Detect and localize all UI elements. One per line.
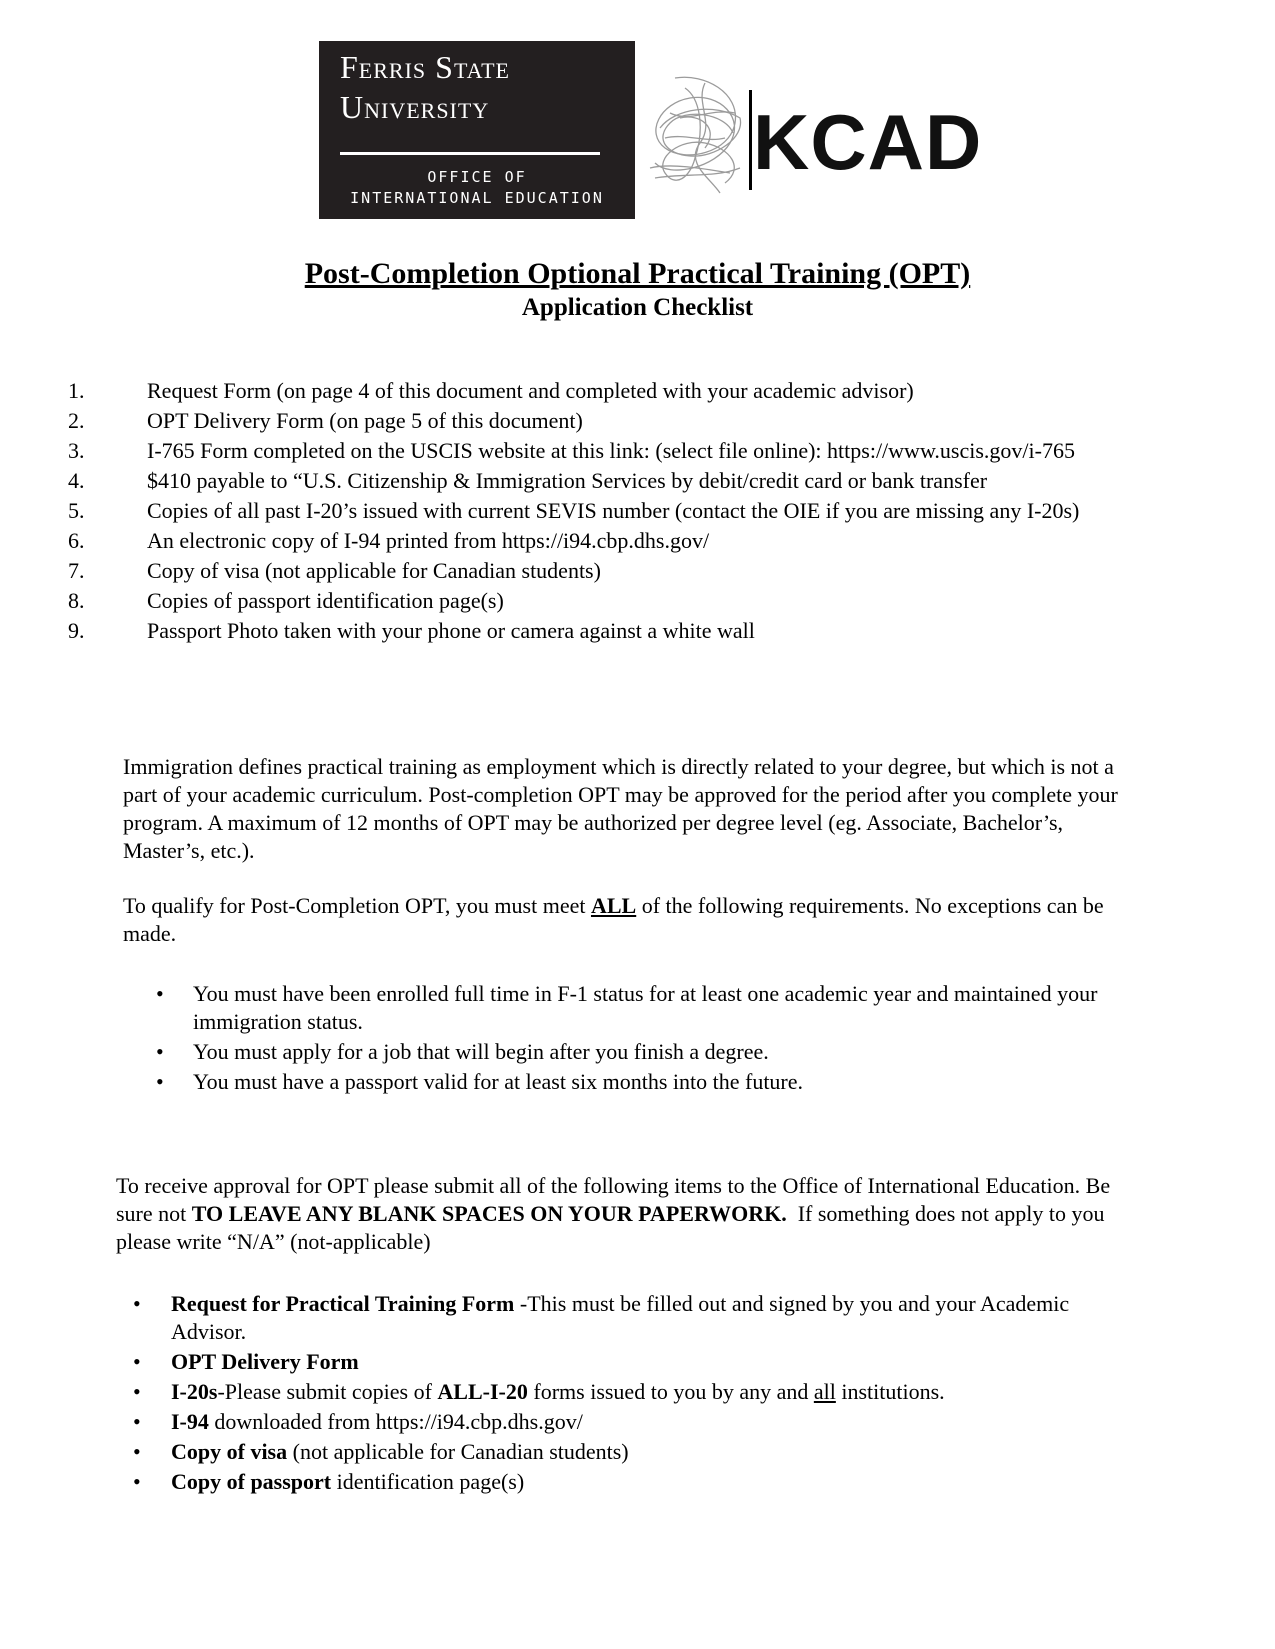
ferris-state-logo: [319, 41, 635, 219]
qualify-paragraph: To qualify for Post-Completion OPT, you must meet ALL of the following requirements. No exceptions can be made.: [123, 893, 1104, 946]
bullet-icon: •: [156, 1039, 164, 1064]
requirements-list: [150, 980, 1100, 1098]
ferris-logo-divider: [340, 152, 600, 155]
ferris-logo-office: OFFICE OF INTERNATIONAL EDUCATION: [350, 168, 604, 207]
all-emphasis: ALL: [590, 893, 637, 918]
checklist-item: 7. Copy of visa (not applicable for Canadian students): [68, 558, 601, 583]
checklist-item: 3. I-765 Form completed on the USCIS website at this link: (select file online): https://www.uscis.gov/i-765: [68, 438, 1075, 463]
checklist-item: 4. $410 payable to “U.S. Citizenship & Immigration Services by debit/credit card or bank transfer: [68, 468, 988, 493]
submission-item: • I-20s-Please submit copies of ALL-I-20 forms issued to you by any and all institutions.: [133, 1379, 945, 1404]
bullet-icon: •: [133, 1291, 141, 1316]
submission-item: • I-94 downloaded from https://i94.cbp.dhs.gov/: [133, 1409, 583, 1434]
requirement-item: • You must apply for a job that will begin after you finish a degree.: [156, 1039, 769, 1064]
submission-items-list: [130, 1290, 1130, 1498]
submit-paragraph: To receive approval for OPT please submit all of the following items to the Office of International Education. Be sure not TO LEAVE ANY BLANK SPACES ON YOUR PAPERWORK. If something does not apply to you please write “N/A” (not-applicable): [116, 1173, 1111, 1254]
checklist-item: 2. OPT Delivery Form (on page 5 of this document): [68, 408, 583, 433]
checklist-item: 6. An electronic copy of I-94 printed from https://i94.cbp.dhs.gov/: [68, 528, 710, 553]
application-checklist: [68, 376, 1248, 646]
kcad-scribble-icon: [645, 68, 755, 208]
bullet-icon: •: [133, 1469, 141, 1494]
requirement-item: • You must have been enrolled full time in F-1 status for at least one academic year and maintained your immigration status.: [156, 981, 1098, 1034]
kcad-wordmark: KCAD: [753, 98, 983, 186]
checklist-item: 8. Copies of passport identification page(s): [68, 588, 504, 613]
bullet-icon: •: [133, 1379, 141, 1404]
bullet-icon: •: [133, 1409, 141, 1434]
definition-paragraph: Immigration defines practical training as employment which is directly related to your degree, but which is not a part of your academic curriculum. Post-completion OPT may be approved for the period after you complete your program. A maximum of 12 months of OPT may be authorized per degree level (eg. Associate, Bachelor’s, Master’s, etc.).: [123, 754, 1118, 863]
requirement-item: • You must have a passport valid for at least six months into the future.: [156, 1069, 804, 1094]
submission-item: • Copy of visa (not applicable for Canadian students): [133, 1439, 629, 1464]
checklist-item: 9. Passport Photo taken with your phone or camera against a white wall: [68, 618, 755, 643]
submission-item: • OPT Delivery Form: [133, 1349, 359, 1374]
ferris-logo-name: Ferris State University: [340, 49, 510, 125]
kcad-divider: [749, 90, 752, 190]
bullet-icon: •: [156, 1069, 164, 1094]
submission-item: • Copy of passport identification page(s): [133, 1469, 525, 1494]
kcad-logo: [645, 68, 983, 208]
checklist-item: 1. Request Form (on page 4 of this document and completed with your academic advisor): [68, 378, 914, 403]
bullet-icon: •: [156, 981, 164, 1006]
bullet-icon: •: [133, 1349, 141, 1374]
blank-spaces-warning: TO LEAVE ANY BLANK SPACES ON YOUR PAPERWORK.: [191, 1201, 787, 1226]
page-subtitle: Application Checklist: [521, 294, 754, 321]
submission-item: • Request for Practical Training Form -This must be filled out and signed by you and your Academic Advisor.: [133, 1291, 1070, 1344]
bullet-icon: •: [133, 1439, 141, 1464]
page-title: Post-Completion Optional Practical Training (OPT): [304, 257, 971, 290]
checklist-item: 5. Copies of all past I-20’s issued with current SEVIS number (contact the OIE if you are missing any I-20s): [68, 498, 1080, 523]
